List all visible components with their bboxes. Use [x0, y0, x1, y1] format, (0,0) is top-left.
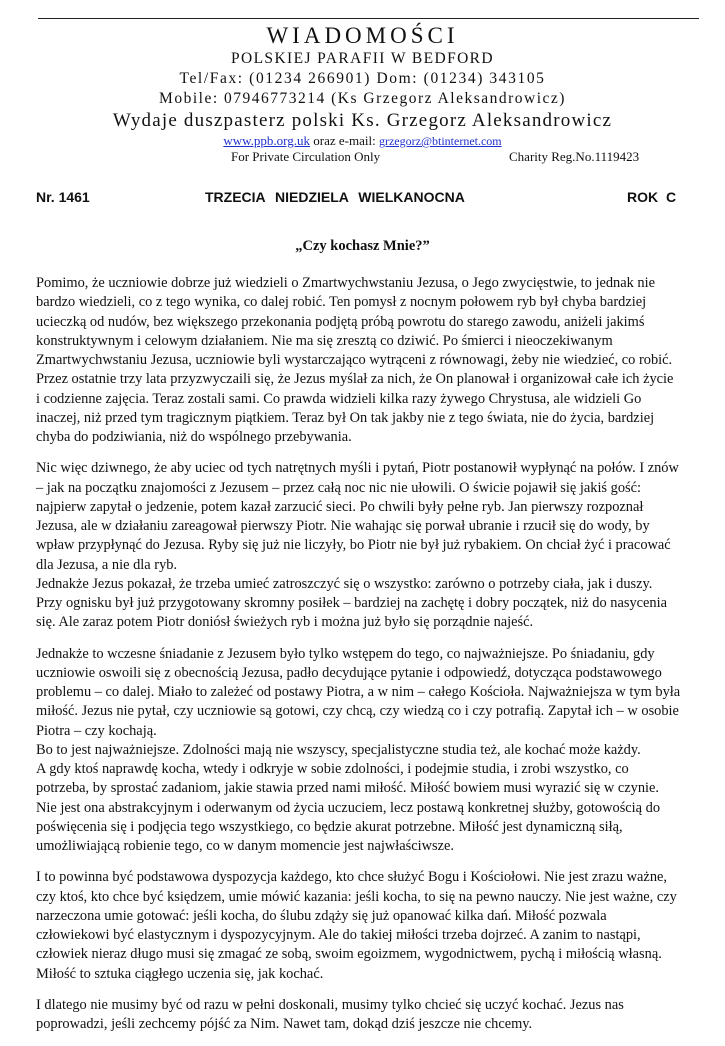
email-label: oraz e-mail:: [313, 133, 376, 148]
text-line: potrzeba, by sprostać zadaniom, jakie stawia przed nami miłość. Miłość bowiem musi wyrazić się w czynie.: [36, 780, 660, 797]
article-paragraph: [36, 459, 692, 632]
text-line: Nic więc dziwnego, że aby uciec od tych natrętnych myśli i pytań, Piotr postanowił wypłynąć na połów. I znów: [36, 460, 679, 477]
issue-title: TRZECIA NIEDZIELA WIELKANOCNA: [205, 189, 465, 205]
text-line: i codzienne zajęcia. Teraz zostali sami. Co prawda widzieli kilka razy żywego Chrystusa, ale widzieli Go: [36, 390, 642, 407]
text-line: chyba do podziwiania, niż do wspólnego przebywania.: [36, 429, 352, 445]
text-line: człowiek nieraz długo musi się zmagać ze sobą, swoim egoizmem, wygodnictwem, pychą i miłością własną.: [36, 946, 662, 963]
text-line: inaczej, niż przed tym tragicznym piątkiem. Teraz był On tak jakby nie z tego świata, nie do życia, bardziej: [36, 409, 655, 426]
text-line: Przez ostatnie trzy lata przyzwyczaili się, że Jezus myślał za nich, że On planował i organizował całe ich życie: [36, 371, 674, 388]
contact-line: [0, 133, 725, 149]
text-line: ucieczką od nudów, bez większego przekonania podjętą próbą powrotu do starego zawodu, aniżeli jakimś: [36, 313, 645, 330]
text-line: umożliwiającą robienie tego, co w danym momencie jest najwłaściwsze.: [36, 838, 454, 854]
text-line: dla Jezusa, a nie dla ryb.: [36, 556, 178, 573]
article-paragraph: [36, 645, 692, 857]
text-line: – jak na początku znajomości z Jezusem – przez całą noc nic nie ułowili. O świcie pojawił się jakiś gość:: [36, 479, 642, 496]
masthead-title: WIADOMOŚCI: [266, 23, 459, 48]
parish-name: POLSKIEJ PARAFII W BEDFORD: [230, 50, 495, 67]
text-line: Przy ognisku był już przygotowany skromny posiłek – bardziej na zachętę i dobry początek, niż do nasycenia: [36, 595, 668, 611]
text-line: Jezusa, ale w działaniu zareagował pierwszy Piotr. Nie wahając się porwał ubranie i rzucił się do wody, by: [36, 518, 650, 534]
text-line: poprowadzi, jeśli zechcemy pójść za Nim. Nawet tam, dokąd dziś jeszcze nie chcemy.: [36, 1016, 533, 1032]
text-line: Pomimo, że uczniowie dobrze już wiedzieli o Zmartwychwstaniu Jezusa, o Jego zwycięstwie, to jednak nie: [36, 275, 656, 291]
text-line: wpław przypłynąć do Jezusa. Ryby się już nie liczyły, bo Piotr nie był już rybakiem. On chciał żyć i pracować: [36, 537, 671, 554]
publisher-line: Wydaje duszpasterz polski Ks. Grzegorz Aleksandrowicz: [112, 110, 613, 131]
text-line: I to powinna być podstawowa dyspozycja każdego, kto chce służyć Bogu i Kościołowi. Nie jest zrazu ważne,: [36, 869, 668, 886]
text-line: miłość. Jezus nie pytał, czy uczniowie są gotowi, czy chcą, czy wiedzą co i czy potrafią. Zapytał ich – w osobie: [36, 703, 679, 720]
text-line: Nie jest ona abstrakcyjnym i oderwanym od życia uczuciem, lecz postawą konkretnej służby, gotowością do: [36, 799, 661, 816]
text-line: bardzo wiedzieli, co z tego wynika, co dalej robić. Ten pomysł z nocnym połowem ryb był chyba bardziej: [36, 294, 647, 311]
article-paragraph: [36, 868, 692, 984]
website-link[interactable]: www.ppb.org.uk: [223, 133, 311, 148]
mobile-line: Mobile: 07946773214 (Ks Grzegorz Aleksandrowicz): [159, 90, 566, 107]
text-line: Jednakże to wczesne śniadanie z Jezusem było tylko wstępem do tego, co najważniejsze. Po śniadaniu, gdy: [36, 645, 655, 662]
text-line: się. Ale zaraz potem Piotr doniósł świeżych ryb i można już było się porządnie najeść.: [36, 614, 534, 631]
text-line: I dlatego nie musimy być od razu w pełni doskonali, musimy tylko chcieć się uczyć kochać. Jezus nas: [36, 996, 624, 1013]
text-line: konstruktywnym i celowym działaniem. Nie ma się zresztą co dziwić. Po śmierci i nieoczekiwanym: [36, 332, 613, 349]
liturgical-year: ROK C: [627, 189, 677, 205]
text-line: problemu – co dalej. Miało to zależeć od postawy Piotra, a w nim – całego Kościoła. Najważniejsza w tym była: [36, 684, 681, 700]
text-line: Miłość to sztuka ciągłego uczenia się, jak kochać.: [36, 965, 324, 982]
text-line: Bo to jest najważniejsze. Zdolności mają nie wszyscy, specjalistyczne studia też, ale kochać może każdy.: [36, 741, 641, 758]
masthead: [0, 22, 725, 149]
text-line: najpierw zapytał o jedzenie, potem kazał zarzucić sieci. Po chwili były pełne ryb. Jan pierwszy rozpoznał: [36, 498, 644, 515]
text-line: Zmartwychwstaniu Jezusa, uczniowie byli wystarczająco wytrąceni z równowagi, żeby nie wiedzieć, co robić.: [36, 352, 673, 368]
article-body: [36, 274, 692, 1046]
charity-number: Charity Reg.No.1119423: [509, 149, 640, 164]
article-paragraph: [36, 996, 692, 1035]
private-circulation: For Private Circulation Only: [231, 149, 381, 164]
article-title: „Czy kochasz Mnie?”: [295, 238, 430, 254]
phone-line: Tel/Fax: (01234 266901) Dom: (01234) 343105: [179, 70, 546, 87]
top-rule: [38, 18, 699, 19]
email-link[interactable]: grzegorz@btinternet.com: [378, 134, 502, 148]
text-line: Jednakże Jezus pokazał, że trzeba umieć zatroszczyć się o wszystko: zarówno o potrzeby ciała, jak i duszy.: [36, 575, 653, 592]
text-line: poświęcenia się i podjęcia tego wszystkiego, co będzie akurat potrzebne. Miłość jest dynamiczną siłą,: [36, 818, 623, 835]
article-paragraph: [36, 274, 692, 447]
text-line: uczniowie oswoili się z obecnością Jezusa, padło decydujące pytanie i odpowiedź, dotycząca podstawowego: [36, 664, 662, 681]
text-line: A gdy ktoś naprawdę kocha, wtedy i odkryje w sobie zdolności, i podejmie studia, i zrobi wszystko, co: [36, 761, 629, 777]
text-line: Piotra – czy kochają.: [36, 722, 157, 739]
text-line: czy ktoś, kto chce być księdzem, umie mówić kazania: jeśli kocha, to się na pewno nauczy. Nie jest ważne, czy: [36, 888, 677, 905]
text-line: narzeczona umie gotować: jeśli kocha, do ślubu zdąży się już opanować kilka dań. Miłość pozwala: [36, 907, 607, 924]
issue-number: Nr. 1461: [36, 189, 90, 205]
text-line: człowiekowi być elastycznym i dyspozycyjnym. Ale do takiej miłości trzeba dojrzeć. A zanim to nastąpi,: [36, 927, 641, 943]
